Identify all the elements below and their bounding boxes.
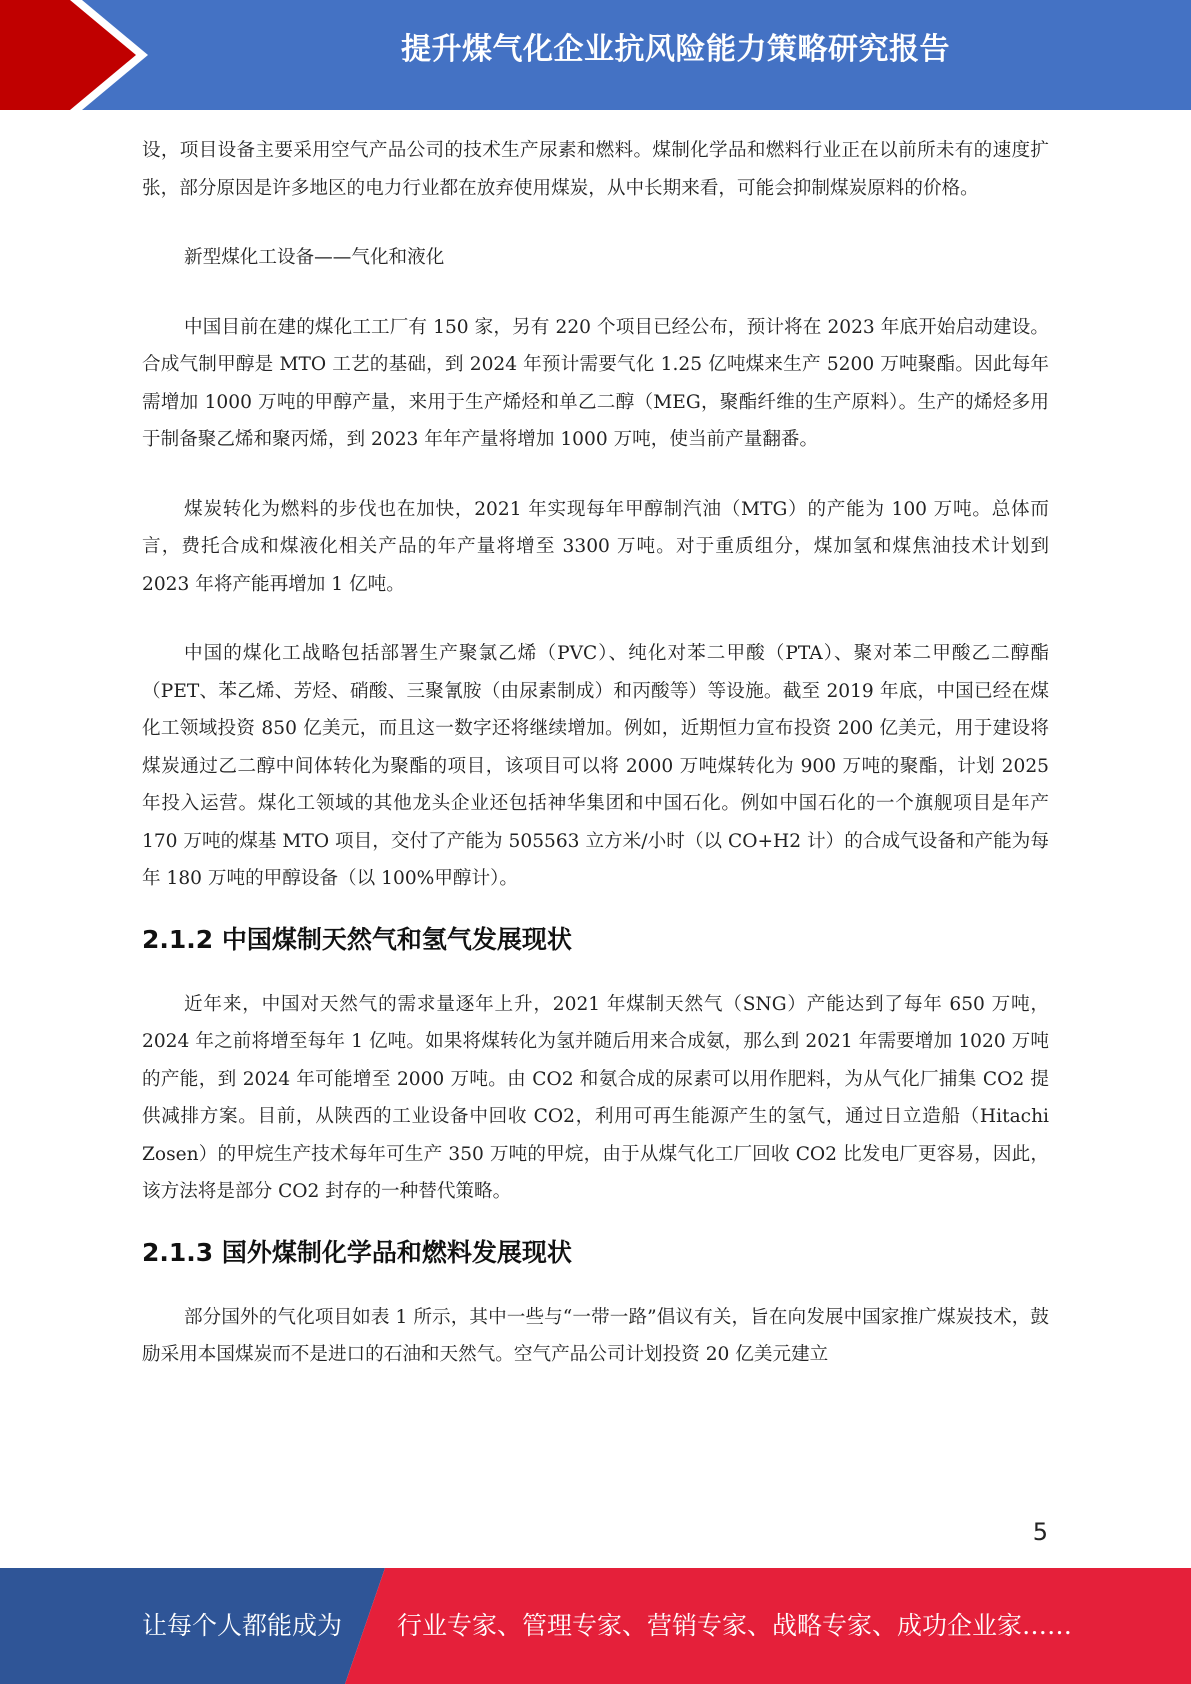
paragraph-coal-chemical-strategy: 中国的煤化工战略包括部署生产聚氯乙烯（PVC）、纯化对苯二甲酸（PTA）、聚对苯二甲酸乙二醇酯（PET、苯乙烯、芳烃、硝酸、三聚氰胺（由尿素制成）和丙酸等）等设施。截至 2019 年底，中国已经在煤化工领域投资 850 亿美元，而且这一数字还将继续增加。例如，近期恒力宣布投资 200 亿美元，用于建设将煤炭通过乙二醇中间体转化为聚酯的项目，该项目可以将 2000 万吨煤转化为 900 万吨的聚酯，计划 2025 年投入运营。煤化工领域的其他龙头企业还包括神华集团和中国石化。例如中国石化的一个旗舰项目是年产 170 万吨的煤基 MTO 项目，交付了产能为 505563 立方米/小时（以 CO+H2 计）的合成气设备和产能为每年 180 万吨的甲醇设备（以 100%甲醇计）。	[142, 643, 1049, 889]
footer-slogan-left: 让每个人都能成为	[142, 1611, 343, 1640]
page-footer	[0, 1568, 1191, 1684]
page-number: 5	[1032, 1518, 1048, 1546]
main-content	[142, 132, 1049, 1374]
paragraph-continuation: 设，项目设备主要采用空气产品公司的技术生产尿素和燃料。煤制化学品和燃料行业正在以前所未有的速度扩张，部分原因是许多地区的电力行业都在放弃使用煤炭，从中长期来看，可能会抑制煤炭原料的价格。	[142, 140, 1049, 199]
section-heading-2-1-2: 2.1.2 中国煤制天然气和氢气发展现状	[142, 924, 572, 954]
section-heading-2-1-3: 2.1.3 国外煤制化学品和燃料发展现状	[142, 1237, 572, 1267]
paragraph-coal-chemical-plants: 中国目前在建的煤化工工厂有 150 家，另有 220 个项目已经公布，预计将在 2023 年底开始启动建设。合成气制甲醇是 MTO 工艺的基础，到 2024 年预计需要气化 1.25 亿吨煤来生产 5200 万吨聚酯。因此每年需增加 1000 万吨的甲醇产量，来用于生产烯烃和单乙二醇（MEG，聚酯纤维的生产原料）。生产的烯烃多用于制备聚乙烯和聚丙烯，到 2023 年年产量将增加 1000 万吨，使当前产量翻番。	[142, 316, 1049, 450]
paragraph-coal-to-fuel: 煤炭转化为燃料的步伐也在加快，2021 年实现每年甲醇制汽油（MTG）的产能为 100 万吨。总体而言，费托合成和煤液化相关产品的年产量将增至 3300 万吨。对于重质组分，煤加氢和煤焦油技术计划到 2023 年将产能再增加 1 亿吨。	[142, 498, 1049, 595]
paragraph-foreign-projects: 部分国外的气化项目如表 1 所示，其中一些与“一带一路”倡议有关，旨在向发展中国家推广煤炭技术，鼓励采用本国煤炭而不是进口的石油和天然气。空气产品公司计划投资 20 亿美元建立	[142, 1306, 1049, 1365]
document-title: 提升煤气化企业抗风险能力策略研究报告	[401, 32, 950, 67]
paragraph-subtitle: 新型煤化工设备——气化和液化	[184, 247, 445, 268]
paragraph-sng-hydrogen: 近年来，中国对天然气的需求量逐年上升，2021 年煤制天然气（SNG）产能达到了每年 650 万吨，2024 年之前将增至每年 1 亿吨。如果将煤转化为氢并随后用来合成氨，那么到 2021 年需要增加 1020 万吨的产能，到 2024 年可能增至 2000 万吨。由 CO2 和氨合成的尿素可以用作肥料，为从气化厂捕集 CO2 提供减排方案。目前，从陕西的工业设备中回收 CO2，利用可再生能源产生的氢气，通过日立造船（Hitachi Zosen）的甲烷生产技术每年可生产 350 万吨的甲烷，由于从煤气化工厂回收 CO2 比发电厂更容易，因此，该方法将是部分 CO2 封存的一种替代策略。	[142, 993, 1049, 1202]
footer-slogan-right: 行业专家、管理专家、营销专家、战略专家、成功企业家……	[397, 1611, 1073, 1640]
page-header	[0, 0, 1191, 110]
